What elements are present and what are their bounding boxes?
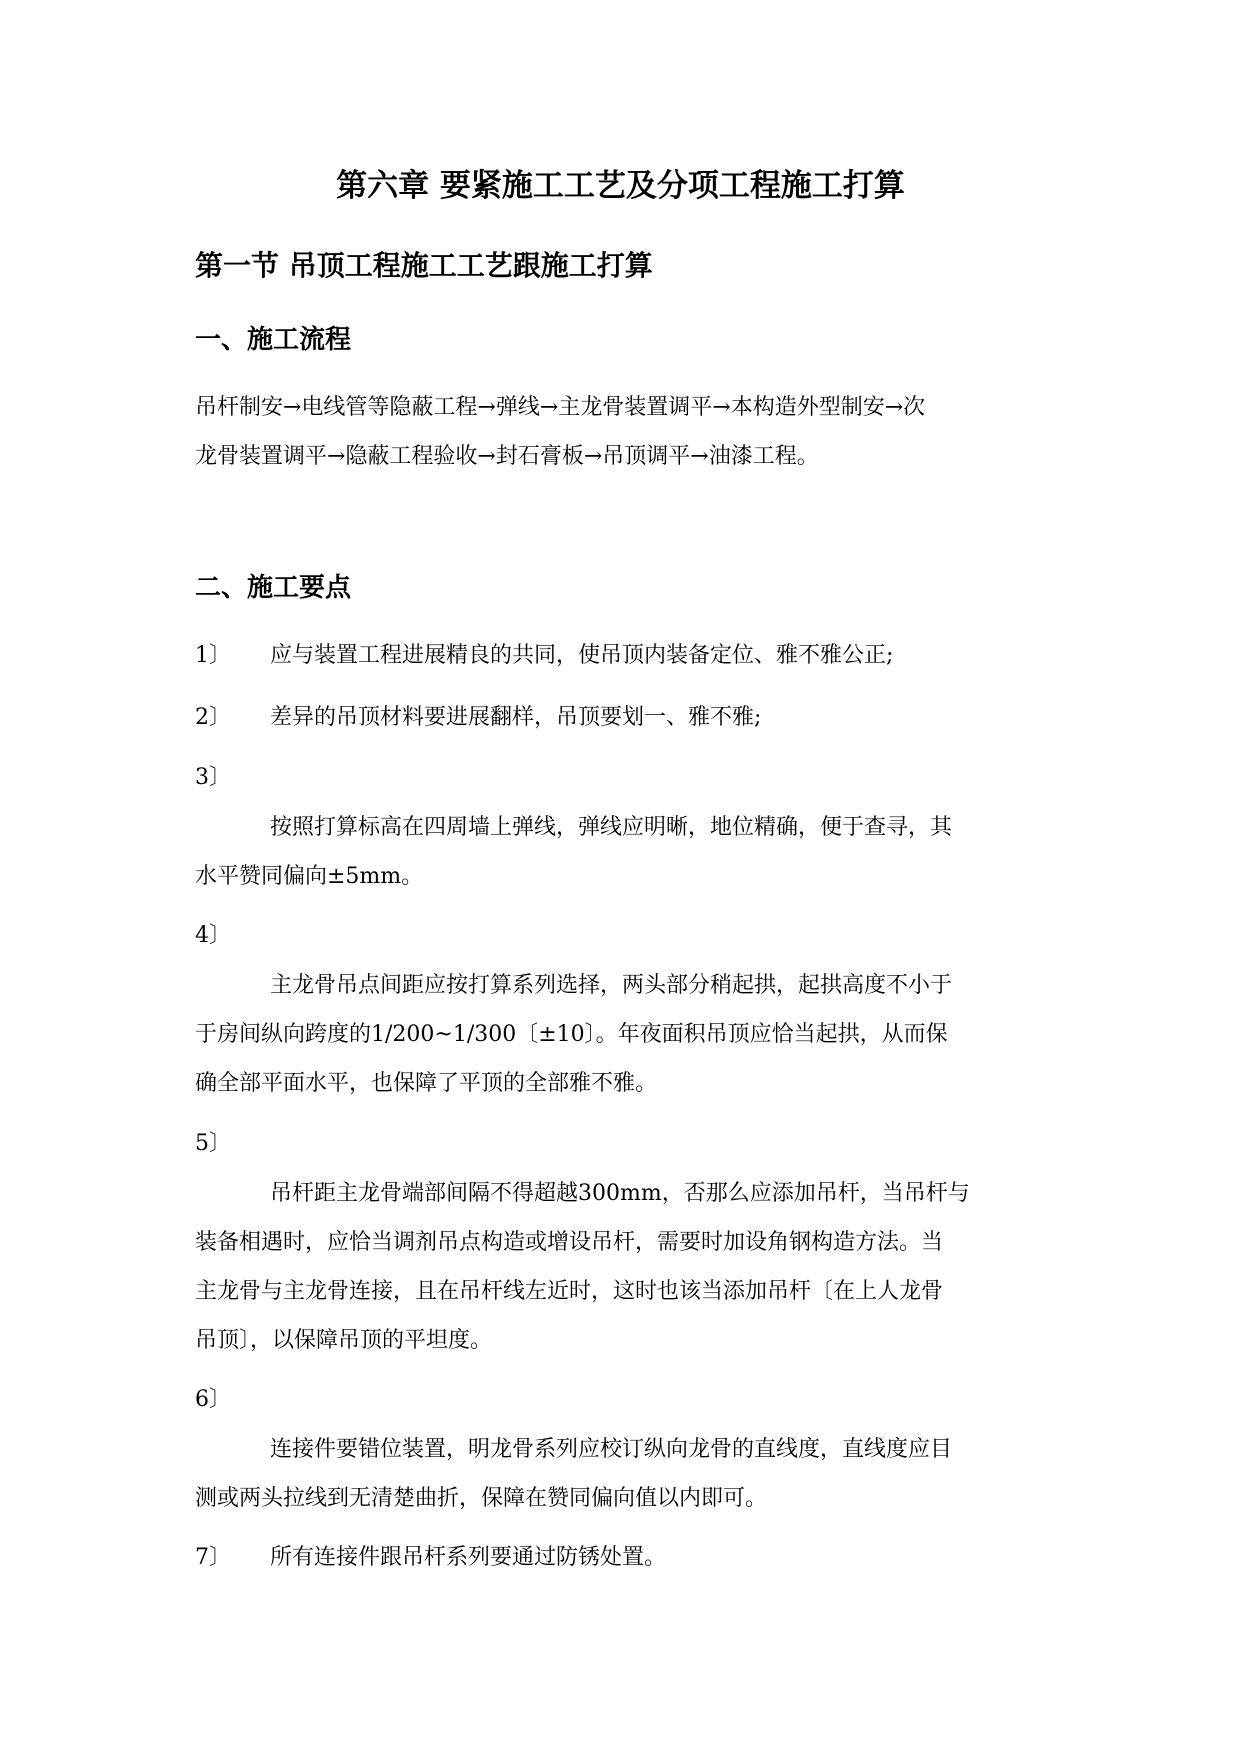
chapter-title: 第六章 要紧施工工艺及分项工程施工打算 bbox=[336, 168, 905, 204]
item-line: 水平赞同偏向±5mm。 bbox=[195, 864, 424, 889]
item-line: 主龙骨吊点间距应按打算系列选择，两头部分稍起拱，起拱高度不小于 bbox=[270, 973, 953, 998]
part2-heading: 二、施工要点 bbox=[195, 573, 352, 603]
section-title: 第一节 吊顶工程施工工艺跟施工打算 bbox=[195, 249, 653, 282]
item-line: 连接件要错位装置，明龙骨系列应校订纵向龙骨的直线度，直线度应目 bbox=[270, 1437, 953, 1462]
item-line: 于房间纵向跨度的1/200~1/300〔±10〕。年夜面积吊顶应恰当起拱，从而保 bbox=[195, 1022, 948, 1047]
item-text: 差异的吊顶材料要进展翻样，吊顶要划一、雅不雅; bbox=[270, 705, 762, 730]
item-line: 装备相遇时，应恰当调剂吊点构造或增设吊杆，需要时加设角钢构造方法。当 bbox=[195, 1230, 944, 1255]
item-line: 吊顶〕，以保障吊顶的平坦度。 bbox=[195, 1328, 493, 1353]
item-number: 4〕 bbox=[195, 923, 231, 948]
item-line: 测或两头拉线到无清楚曲折，保障在赞同偏向值以内即可。 bbox=[195, 1486, 768, 1511]
flow-line-1: 吊杆制安→电线管等隐蔽工程→弹线→主龙骨装置调平→本构造外型制安→次 bbox=[195, 395, 926, 420]
item-paragraph bbox=[195, 1169, 1047, 1365]
item-line: 按照打算标高在四周墙上弹线，弹线应明晰，地位精确，便于查寻，其 bbox=[270, 815, 953, 840]
item-line: 确全部平面水平，也保障了平顶的全部雅不雅。 bbox=[195, 1071, 658, 1096]
item-number: 7〕 bbox=[195, 1545, 231, 1570]
item-paragraph bbox=[195, 961, 1047, 1108]
list-item bbox=[195, 916, 1047, 956]
item-text: 应与装置工程进展精良的共同，使吊顶内装备定位、雅不雅公正; bbox=[270, 643, 894, 668]
item-number: 1〕 bbox=[195, 643, 231, 668]
item-number: 2〕 bbox=[195, 705, 231, 730]
item-number: 6〕 bbox=[195, 1387, 231, 1412]
construction-flow-paragraph bbox=[195, 383, 1047, 481]
item-number: 3〕 bbox=[195, 765, 231, 790]
list-item bbox=[195, 1124, 1047, 1164]
list-item bbox=[195, 698, 1047, 738]
item-text: 所有连接件跟吊杆系列要通过防锈处置。 bbox=[270, 1545, 667, 1570]
item-number: 5〕 bbox=[195, 1131, 231, 1156]
list-item bbox=[195, 758, 1047, 798]
item-line: 主龙骨与主龙骨连接，且在吊杆线左近时，这时也该当添加吊杆〔在上人龙骨 bbox=[195, 1279, 944, 1304]
item-line: 吊杆距主龙骨端部间隔不得超越300mm，否那么应添加吊杆，当吊杆与 bbox=[270, 1181, 970, 1206]
item-paragraph bbox=[195, 1425, 1047, 1523]
flow-line-2: 龙骨装置调平→隐蔽工程验收→封石膏板→吊顶调平→油漆工程。 bbox=[195, 444, 819, 469]
list-item bbox=[195, 1538, 1047, 1578]
item-paragraph bbox=[195, 803, 1047, 901]
list-item bbox=[195, 636, 1047, 676]
list-item bbox=[195, 1380, 1047, 1420]
part1-heading: 一、施工流程 bbox=[195, 325, 352, 355]
